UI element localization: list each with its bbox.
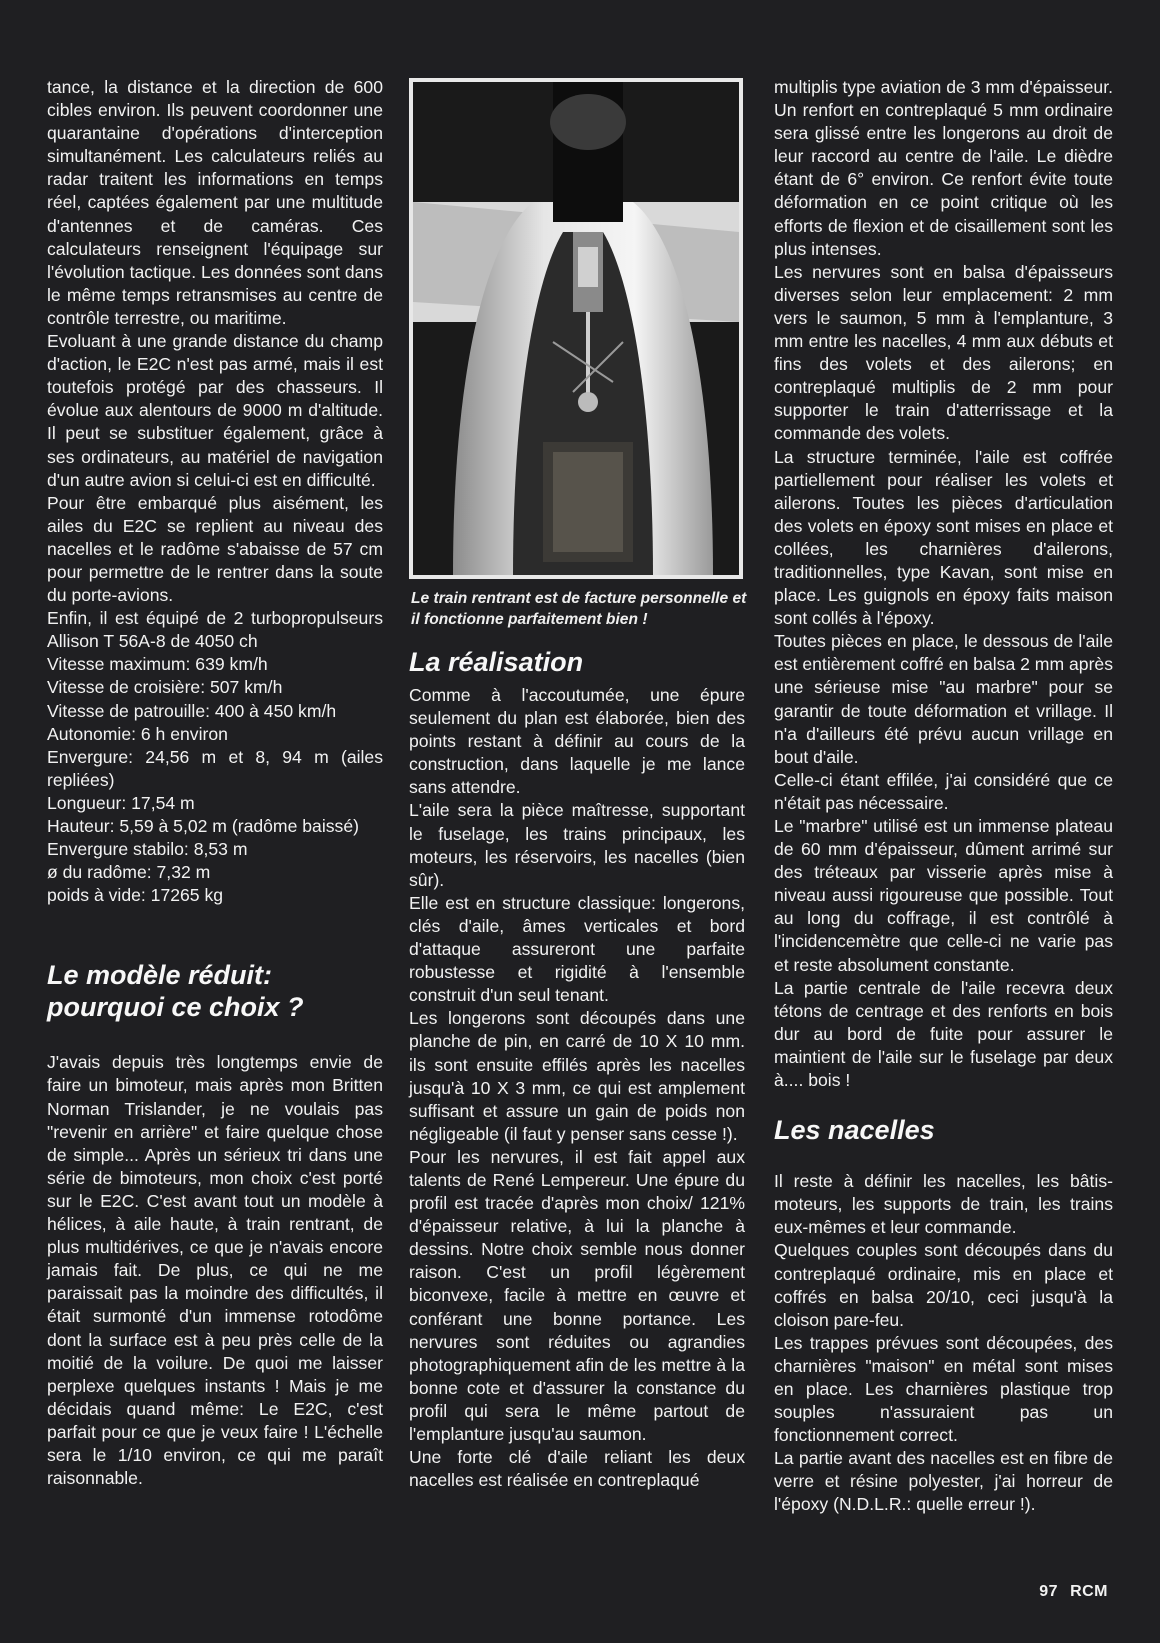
photo-illustration [413,82,739,575]
spec-item: Autonomie: 6 h environ [47,723,228,744]
page-number: 97 [1039,1583,1059,1600]
paragraph: Evoluant à une grande distance du champ d'action, le E2C n'est pas armé, mais il est toutefois protégé par des chasseurs. Il évolue aux alentours de 9000 m d'altitude. Il peut se substituer également, grâce à ses ordinateurs, au matériel de navigation d'un autre avion si celui-ci est en difficulté. [47,331,383,490]
spec-list [47,653,383,907]
page-footer [1027,1583,1108,1601]
column-1 [47,76,383,1490]
heading-line: Le modèle réduit: [47,960,273,991]
paragraph: tance, la distance et la direction de 600 cibles environ. Ils peuvent coordonner une quarantaine d'opérations d'interception simultanément. Les calculateurs reliés au radar traitent les informations en temps réel, captées également par une multitude d'antennes et de caméras. Ces calculateurs renseignent l'équipage sur l'évolution tactique. Les données sont dans le même temps retransmises au centre de contrôle terrestre, ou maritime. [47,77,383,328]
column-3 [774,76,1113,1517]
spec-item: poids à vide: 17265 kg [47,885,224,906]
paragraph: Pour être embarqué plus aisément, les ailes du E2C se replient au niveau des nacelles et le radôme s'abaisse de 57 cm pour permettre de le rentrer dans la soute du porte-avions. [47,492,383,606]
spec-item: Envergure: 24,56 m et 8, 94 m (ailes repliées) [47,746,383,790]
paragraph: La partie centrale de l'aile recevra deux tétons de centrage et des renforts en bois dur au bord de fuite pour assurer le maintient de l'aile sur le fuselage par deux à.... bois ! [774,977,1113,1091]
spec-item: Vitesse de patrouille: 400 à 450 km/h [47,700,337,721]
paragraph: La partie avant des nacelles est en fibre de verre et résine polyester, j'ai horreur de l'époxy (N.D.L.R.: quelle erreur !). [774,1448,1113,1515]
landing-gear-photo [409,78,743,579]
spec-item: Hauteur: 5,59 à 5,02 m (radôme baissé) [47,816,359,836]
paragraph: Celle-ci étant effilée, j'ai considéré que ce n'était pas nécessaire. [774,769,1113,813]
photo-caption: Le train rentrant est de facture personnelle et il fonctionne parfaitement bien ! [411,590,747,628]
magazine-name: RCM [1070,1583,1108,1600]
spec-item: Vitesse maximum: 639 km/h [47,654,268,675]
paragraph: Enfin, il est équipé de 2 turbopropulseurs Allison T 56A-8 de 4050 ch [47,608,383,652]
paragraph: Une forte clé d'aile reliant les deux nacelles est réalisée en contreplaqué [409,1447,745,1491]
paragraph: multiplis type aviation de 3 mm d'épaisseur. Un renfort en contreplaqué 5 mm ordinaire sera glissé entre les longerons au droit de leur raccord au centre de l'aile. Le dièdre étant de 6° environ. Ce renfort évite toute déformation en ce point critique où les efforts de flexion et de cisaillement sont les plus intenses. [774,77,1113,259]
paragraph: Les trappes prévues sont découpées, des charnières "maison" en métal sont mises en place. Les charnières plastique trop souples n'assuraient pas un fonctionnement correct. [774,1332,1113,1446]
paragraph: Quelques couples sont découpés dans du contreplaqué ordinaire, mis en place et coffrés en balsa 20/10, ceci jusqu'à la cloison pare-feu. [774,1240,1113,1330]
spec-item: Vitesse de croisière: 507 km/h [47,677,283,698]
section-heading-modele-reduit [47,959,383,1023]
paragraph: La structure terminée, l'aile est coffrée partiellement pour réaliser les volets et ailerons. Toutes les pièces d'articulation des volets en époxy sont mises en place et collées, les charnières d'ailerons, traditionnelles, type Kavan, sont mise en place. Les guignols en époxy faits maison sont collés à l'époxy. [774,446,1113,629]
paragraph: Pour les nervures, il est fait appel aux talents de René Lempereur. Une épure du profil est tracée d'après mon choix/ 121% d'épaisseur relative, à lui la planche à dessins. Notre choix semble nous donner raison. C'est un profil légèrement biconvexe, facile à mettre en œuvre et conférant une bonne portance. Les nervures sont réduites ou agrandies photographiquement afin de les mettre à la bonne cote et d'assurer la constance du profil qui sera le même partout de l'emplanture jusqu'au saumon. [409,1146,745,1444]
paragraph: Le "marbre" utilisé est un immense plateau de 60 mm d'épaisseur, dûment arrimé sur des tréteaux par visserie après mise à niveau aussi rigoureuse que possible. Tout au long du coffrage, il est contrôlé à l'incidencemètre que celle-ci ne varie pas et reste absolument constante. [774,816,1113,975]
spec-item: ø du radôme: 7,32 m [47,862,211,883]
section-heading-realisation: La réalisation [409,647,584,677]
paragraph: J'avais depuis très longtemps envie de faire un bimoteur, mais après mon Britten Norman Trislander, je ne voulais pas "revenir en arrière" et faire quelque chose de simple... Après un sérieux tri dans une série de bimoteurs, mon choix c'est porté sur le E2C. C'est avant tout un modèle à hélices, à aile haute, à train rentrant, de plus multidérives, ce que je n'avais encore jamais fait. De plus, ce qui ne me paraissait pas la moindre des difficultés, il était surmonté d'un immense rotodôme dont la surface est à peu près celle de la moitié de la voilure. De quoi me laisser perplexe quelques instants ! Mais je me décidais quand même: Le E2C, c'est parfait pour ce que je veux faire ! L'échelle sera le 1/10 environ, ce qui me paraît raisonnable. [47,1052,383,1489]
paragraph: L'aile sera la pièce maîtresse, supportant le fuselage, les trains principaux, les moteurs, les réservoirs, les nacelles (bien sûr). [409,800,745,890]
paragraph: Les longerons sont découpés dans une planche de pin, en carré de 10 X 10 mm. ils sont ensuite effilés après les nacelles jusqu'à 10 X 3 mm, ce qui est amplement suffisant et assure un gain de poids non négligeable (il faut y penser sans cesse !). [409,1008,745,1144]
paragraph: Toutes pièces en place, le dessous de l'aile est entièrement coffré en balsa 2 mm après une sérieuse mise "au marbre" pour se garantir de toute déformation et vrillage. Il n'a d'ailleurs été prévu aucun vrillage en bout d'aile. [774,631,1114,767]
paragraph: Il reste à définir les nacelles, les bâtis-moteurs, les supports de train, les trains eux-mêmes et leur commande. [774,1171,1113,1238]
spec-item: Longueur: 17,54 m [47,792,195,813]
heading-line: pourquoi ce choix ? [47,992,304,1023]
paragraph: Les nervures sont en balsa d'épaisseurs diverses selon leur emplacement: 2 mm vers le saumon, 5 mm à l'emplanture, 3 mm entre les nacelles, 4 mm aux débuts et fins des volets et des ailerons; en contreplaqué multiplis de 2 mm pour supporter le train d'atterrissage et la commande des volets. [774,261,1113,444]
paragraph: Comme à l'accoutumée, une épure seulement du plan est élaborée, bien des points restant à définir au cours de la construction, dans laquelle je me lance sans attendre. [409,685,745,798]
paragraph: Elle est en structure classique: longerons, clés d'aile, âmes verticales et bord d'attaque assureront une parfaite robustesse et rigidité à l'ensemble construit d'un seul tenant. [409,892,745,1006]
section-heading-nacelles: Les nacelles [774,1115,935,1146]
spec-item: Envergure stabilo: 8,53 m [47,839,248,860]
